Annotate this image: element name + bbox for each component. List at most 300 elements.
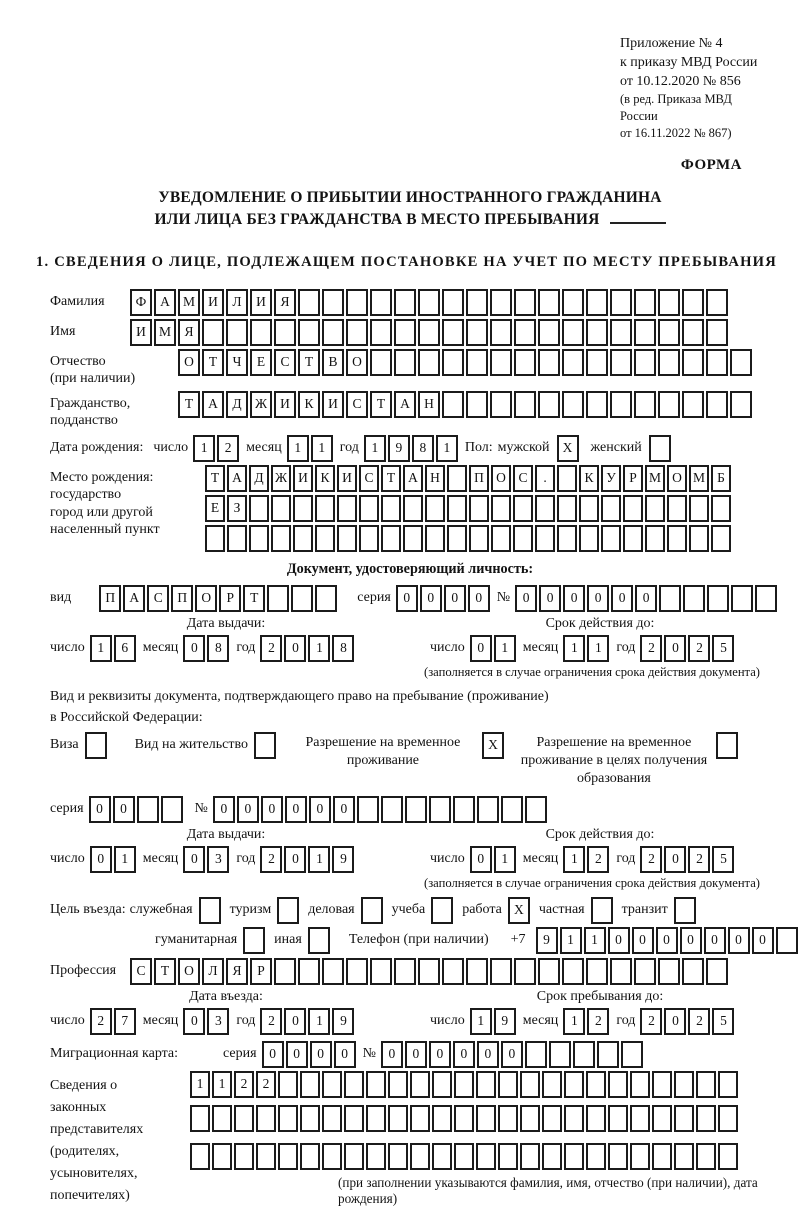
char-cell[interactable] [623, 495, 643, 522]
char-cell[interactable] [562, 958, 584, 985]
char-cell[interactable] [520, 1071, 540, 1098]
char-cell[interactable] [706, 349, 728, 376]
char-cell[interactable] [514, 319, 536, 346]
char-cell[interactable]: О [195, 585, 217, 612]
char-cell[interactable]: 0 [309, 796, 331, 823]
char-cell[interactable] [706, 391, 728, 418]
char-cell[interactable]: Н [425, 465, 445, 492]
char-cell[interactable]: 0 [262, 1041, 284, 1068]
char-cell[interactable]: 1 [212, 1071, 232, 1098]
char-cell[interactable]: П [171, 585, 193, 612]
char-cell[interactable] [293, 495, 313, 522]
char-cell[interactable]: П [469, 465, 489, 492]
char-cell[interactable]: И [337, 465, 357, 492]
char-cell[interactable] [466, 289, 488, 316]
char-cell[interactable] [652, 1143, 672, 1170]
char-cell[interactable] [249, 525, 269, 552]
char-cell[interactable]: 0 [477, 1041, 499, 1068]
char-cell[interactable] [601, 525, 621, 552]
char-cell[interactable] [337, 525, 357, 552]
char-cell[interactable] [501, 796, 523, 823]
char-cell[interactable]: З [227, 495, 247, 522]
char-cell[interactable]: Т [381, 465, 401, 492]
char-cell[interactable] [562, 319, 584, 346]
char-cell[interactable]: С [147, 585, 169, 612]
char-cell[interactable]: 0 [470, 846, 492, 873]
char-cell[interactable] [634, 319, 656, 346]
char-cell[interactable] [658, 289, 680, 316]
char-cell[interactable] [366, 1105, 386, 1132]
char-cell[interactable] [477, 796, 499, 823]
char-cell[interactable] [278, 1143, 298, 1170]
char-cell[interactable] [557, 525, 577, 552]
char-cell[interactable]: 0 [284, 846, 306, 873]
char-cell[interactable]: 1 [470, 1008, 492, 1035]
char-cell[interactable]: 1 [563, 846, 585, 873]
char-cell[interactable] [346, 958, 368, 985]
char-cell[interactable]: 0 [635, 585, 657, 612]
char-cell[interactable] [453, 796, 475, 823]
char-cell[interactable]: 0 [285, 796, 307, 823]
char-cell[interactable]: 1 [494, 846, 516, 873]
char-cell[interactable] [718, 1143, 738, 1170]
char-cell[interactable] [630, 1071, 650, 1098]
char-cell[interactable] [322, 1105, 342, 1132]
char-cell[interactable] [562, 289, 584, 316]
char-cell[interactable] [476, 1105, 496, 1132]
char-cell[interactable] [357, 796, 379, 823]
char-cell[interactable] [597, 1041, 619, 1068]
char-cell[interactable] [370, 349, 392, 376]
char-cell[interactable] [234, 1105, 254, 1132]
char-cell[interactable]: С [274, 349, 296, 376]
char-cell[interactable] [562, 349, 584, 376]
char-cell[interactable] [425, 525, 445, 552]
char-cell[interactable] [645, 525, 665, 552]
char-cell[interactable]: 3 [207, 846, 229, 873]
female-checkbox[interactable] [649, 435, 671, 462]
char-cell[interactable] [658, 391, 680, 418]
char-cell[interactable]: 0 [420, 585, 442, 612]
char-cell[interactable] [538, 319, 560, 346]
char-cell[interactable]: 9 [536, 927, 558, 954]
char-cell[interactable]: 2 [587, 846, 609, 873]
char-cell[interactable] [696, 1143, 716, 1170]
char-cell[interactable] [466, 319, 488, 346]
char-cell[interactable] [601, 495, 621, 522]
char-cell[interactable] [226, 319, 248, 346]
char-cell[interactable] [658, 349, 680, 376]
char-cell[interactable] [621, 1041, 643, 1068]
char-cell[interactable] [490, 349, 512, 376]
char-cell[interactable]: 5 [712, 635, 734, 662]
char-cell[interactable] [491, 495, 511, 522]
char-cell[interactable]: 9 [332, 1008, 354, 1035]
char-cell[interactable] [586, 1143, 606, 1170]
char-cell[interactable] [442, 391, 464, 418]
char-cell[interactable]: Я [274, 289, 296, 316]
char-cell[interactable] [425, 495, 445, 522]
char-cell[interactable]: Е [205, 495, 225, 522]
char-cell[interactable] [491, 525, 511, 552]
char-cell[interactable]: 0 [183, 1008, 205, 1035]
char-cell[interactable] [564, 1143, 584, 1170]
char-cell[interactable] [608, 1143, 628, 1170]
char-cell[interactable] [442, 958, 464, 985]
char-cell[interactable]: П [99, 585, 121, 612]
char-cell[interactable]: Ж [250, 391, 272, 418]
char-cell[interactable] [514, 391, 536, 418]
char-cell[interactable] [454, 1071, 474, 1098]
char-cell[interactable] [293, 525, 313, 552]
char-cell[interactable] [538, 289, 560, 316]
char-cell[interactable]: Б [711, 465, 731, 492]
char-cell[interactable]: 8 [207, 635, 229, 662]
char-cell[interactable]: И [130, 319, 152, 346]
char-cell[interactable]: 9 [494, 1008, 516, 1035]
char-cell[interactable]: 1 [193, 435, 215, 462]
purpose-study-checkbox[interactable] [431, 897, 453, 924]
char-cell[interactable]: 1 [90, 635, 112, 662]
char-cell[interactable] [513, 495, 533, 522]
char-cell[interactable] [322, 1071, 342, 1098]
char-cell[interactable] [442, 349, 464, 376]
char-cell[interactable] [442, 289, 464, 316]
char-cell[interactable] [490, 391, 512, 418]
char-cell[interactable] [667, 525, 687, 552]
char-cell[interactable] [137, 796, 159, 823]
temp-residence-permit-checkbox[interactable]: X [482, 732, 504, 759]
char-cell[interactable]: А [403, 465, 423, 492]
char-cell[interactable] [682, 391, 704, 418]
char-cell[interactable]: 1 [308, 1008, 330, 1035]
char-cell[interactable] [394, 958, 416, 985]
char-cell[interactable] [682, 289, 704, 316]
char-cell[interactable] [542, 1105, 562, 1132]
char-cell[interactable]: 0 [334, 1041, 356, 1068]
char-cell[interactable] [586, 319, 608, 346]
char-cell[interactable] [776, 927, 798, 954]
char-cell[interactable] [476, 1143, 496, 1170]
char-cell[interactable]: 9 [388, 435, 410, 462]
char-cell[interactable] [274, 958, 296, 985]
char-cell[interactable] [388, 1105, 408, 1132]
char-cell[interactable]: 0 [728, 927, 750, 954]
char-cell[interactable] [227, 525, 247, 552]
char-cell[interactable]: А [202, 391, 224, 418]
char-cell[interactable]: 0 [183, 635, 205, 662]
char-cell[interactable]: 1 [114, 846, 136, 873]
char-cell[interactable] [359, 525, 379, 552]
char-cell[interactable] [514, 349, 536, 376]
char-cell[interactable] [659, 585, 681, 612]
char-cell[interactable] [586, 1071, 606, 1098]
char-cell[interactable]: И [274, 391, 296, 418]
char-cell[interactable]: А [123, 585, 145, 612]
char-cell[interactable]: Т [370, 391, 392, 418]
char-cell[interactable] [731, 585, 753, 612]
char-cell[interactable] [366, 1143, 386, 1170]
char-cell[interactable] [250, 319, 272, 346]
char-cell[interactable] [298, 319, 320, 346]
char-cell[interactable] [381, 796, 403, 823]
char-cell[interactable] [410, 1143, 430, 1170]
char-cell[interactable] [291, 585, 313, 612]
char-cell[interactable]: О [667, 465, 687, 492]
char-cell[interactable] [454, 1105, 474, 1132]
char-cell[interactable]: Л [226, 289, 248, 316]
char-cell[interactable] [212, 1143, 232, 1170]
char-cell[interactable] [674, 1143, 694, 1170]
char-cell[interactable] [322, 1143, 342, 1170]
char-cell[interactable] [337, 495, 357, 522]
char-cell[interactable] [346, 289, 368, 316]
char-cell[interactable]: И [322, 391, 344, 418]
char-cell[interactable]: 0 [470, 635, 492, 662]
char-cell[interactable]: 0 [333, 796, 355, 823]
char-cell[interactable] [711, 525, 731, 552]
char-cell[interactable] [610, 958, 632, 985]
char-cell[interactable] [564, 1105, 584, 1132]
char-cell[interactable] [476, 1071, 496, 1098]
char-cell[interactable]: Т [243, 585, 265, 612]
char-cell[interactable] [696, 1071, 716, 1098]
char-cell[interactable]: 1 [494, 635, 516, 662]
char-cell[interactable] [359, 495, 379, 522]
char-cell[interactable]: 2 [256, 1071, 276, 1098]
char-cell[interactable]: Д [249, 465, 269, 492]
char-cell[interactable] [256, 1143, 276, 1170]
char-cell[interactable] [190, 1143, 210, 1170]
char-cell[interactable] [298, 958, 320, 985]
char-cell[interactable] [418, 958, 440, 985]
char-cell[interactable]: 1 [584, 927, 606, 954]
char-cell[interactable]: 0 [515, 585, 537, 612]
char-cell[interactable] [689, 525, 709, 552]
char-cell[interactable]: М [178, 289, 200, 316]
char-cell[interactable] [322, 319, 344, 346]
char-cell[interactable]: 0 [501, 1041, 523, 1068]
char-cell[interactable] [538, 391, 560, 418]
char-cell[interactable] [630, 1105, 650, 1132]
char-cell[interactable] [498, 1105, 518, 1132]
char-cell[interactable]: 0 [539, 585, 561, 612]
char-cell[interactable] [190, 1105, 210, 1132]
char-cell[interactable] [579, 495, 599, 522]
char-cell[interactable]: 5 [712, 846, 734, 873]
char-cell[interactable] [718, 1105, 738, 1132]
char-cell[interactable] [683, 585, 705, 612]
char-cell[interactable] [610, 289, 632, 316]
char-cell[interactable] [388, 1143, 408, 1170]
char-cell[interactable] [418, 289, 440, 316]
char-cell[interactable]: 0 [704, 927, 726, 954]
char-cell[interactable] [346, 319, 368, 346]
purpose-humanitarian-checkbox[interactable] [243, 927, 265, 954]
char-cell[interactable]: 0 [113, 796, 135, 823]
char-cell[interactable] [535, 525, 555, 552]
char-cell[interactable]: 1 [436, 435, 458, 462]
char-cell[interactable] [278, 1071, 298, 1098]
char-cell[interactable] [579, 525, 599, 552]
char-cell[interactable] [403, 495, 423, 522]
char-cell[interactable] [682, 349, 704, 376]
purpose-business-checkbox[interactable] [361, 897, 383, 924]
char-cell[interactable] [634, 349, 656, 376]
char-cell[interactable]: 0 [664, 1008, 686, 1035]
char-cell[interactable]: 0 [468, 585, 490, 612]
char-cell[interactable]: 8 [332, 635, 354, 662]
char-cell[interactable]: Т [154, 958, 176, 985]
char-cell[interactable]: 1 [563, 1008, 585, 1035]
char-cell[interactable]: 0 [453, 1041, 475, 1068]
char-cell[interactable] [498, 1143, 518, 1170]
purpose-official-checkbox[interactable] [199, 897, 221, 924]
char-cell[interactable] [682, 319, 704, 346]
char-cell[interactable]: 7 [114, 1008, 136, 1035]
char-cell[interactable] [405, 796, 427, 823]
char-cell[interactable] [274, 319, 296, 346]
char-cell[interactable]: 0 [563, 585, 585, 612]
char-cell[interactable] [442, 319, 464, 346]
char-cell[interactable] [674, 1105, 694, 1132]
char-cell[interactable]: У [601, 465, 621, 492]
char-cell[interactable] [432, 1071, 452, 1098]
char-cell[interactable] [322, 958, 344, 985]
char-cell[interactable] [388, 1071, 408, 1098]
char-cell[interactable] [344, 1105, 364, 1132]
char-cell[interactable] [315, 585, 337, 612]
char-cell[interactable] [410, 1105, 430, 1132]
char-cell[interactable]: К [298, 391, 320, 418]
char-cell[interactable] [610, 349, 632, 376]
char-cell[interactable] [300, 1105, 320, 1132]
char-cell[interactable]: 0 [664, 635, 686, 662]
char-cell[interactable]: Л [202, 958, 224, 985]
char-cell[interactable]: 2 [640, 1008, 662, 1035]
char-cell[interactable] [610, 391, 632, 418]
char-cell[interactable] [696, 1105, 716, 1132]
char-cell[interactable] [271, 495, 291, 522]
char-cell[interactable] [490, 289, 512, 316]
char-cell[interactable] [630, 1143, 650, 1170]
char-cell[interactable] [498, 1071, 518, 1098]
char-cell[interactable]: 1 [587, 635, 609, 662]
char-cell[interactable]: А [154, 289, 176, 316]
char-cell[interactable]: 0 [611, 585, 633, 612]
char-cell[interactable]: 6 [114, 635, 136, 662]
char-cell[interactable]: 2 [688, 1008, 710, 1035]
char-cell[interactable] [469, 495, 489, 522]
char-cell[interactable] [549, 1041, 571, 1068]
char-cell[interactable] [557, 495, 577, 522]
char-cell[interactable]: 0 [90, 846, 112, 873]
char-cell[interactable]: Я [226, 958, 248, 985]
char-cell[interactable]: Р [219, 585, 241, 612]
char-cell[interactable]: 1 [560, 927, 582, 954]
char-cell[interactable] [432, 1143, 452, 1170]
char-cell[interactable]: О [178, 958, 200, 985]
char-cell[interactable]: С [359, 465, 379, 492]
char-cell[interactable]: 0 [213, 796, 235, 823]
char-cell[interactable] [667, 495, 687, 522]
char-cell[interactable] [623, 525, 643, 552]
char-cell[interactable] [234, 1143, 254, 1170]
char-cell[interactable]: А [227, 465, 247, 492]
char-cell[interactable] [394, 349, 416, 376]
char-cell[interactable] [707, 585, 729, 612]
char-cell[interactable] [557, 465, 577, 492]
char-cell[interactable]: 0 [183, 846, 205, 873]
char-cell[interactable]: 0 [680, 927, 702, 954]
char-cell[interactable]: Т [205, 465, 225, 492]
char-cell[interactable] [344, 1143, 364, 1170]
char-cell[interactable] [418, 319, 440, 346]
char-cell[interactable] [249, 495, 269, 522]
char-cell[interactable]: Н [418, 391, 440, 418]
char-cell[interactable] [513, 525, 533, 552]
char-cell[interactable] [315, 525, 335, 552]
char-cell[interactable] [706, 319, 728, 346]
char-cell[interactable] [586, 958, 608, 985]
char-cell[interactable]: 0 [429, 1041, 451, 1068]
char-cell[interactable] [205, 525, 225, 552]
char-cell[interactable]: Т [178, 391, 200, 418]
char-cell[interactable]: О [491, 465, 511, 492]
male-checkbox[interactable]: X [557, 435, 579, 462]
char-cell[interactable] [418, 349, 440, 376]
char-cell[interactable] [586, 391, 608, 418]
char-cell[interactable] [447, 495, 467, 522]
char-cell[interactable]: 2 [260, 846, 282, 873]
char-cell[interactable] [711, 495, 731, 522]
char-cell[interactable] [267, 585, 289, 612]
char-cell[interactable]: 2 [640, 846, 662, 873]
char-cell[interactable]: 0 [752, 927, 774, 954]
char-cell[interactable]: Р [250, 958, 272, 985]
char-cell[interactable] [298, 289, 320, 316]
char-cell[interactable] [432, 1105, 452, 1132]
char-cell[interactable]: 1 [308, 635, 330, 662]
char-cell[interactable] [706, 958, 728, 985]
char-cell[interactable] [271, 525, 291, 552]
char-cell[interactable] [202, 319, 224, 346]
char-cell[interactable] [538, 958, 560, 985]
char-cell[interactable] [410, 1071, 430, 1098]
char-cell[interactable]: 0 [237, 796, 259, 823]
char-cell[interactable]: 0 [444, 585, 466, 612]
char-cell[interactable] [535, 495, 555, 522]
char-cell[interactable]: 1 [364, 435, 386, 462]
char-cell[interactable] [466, 391, 488, 418]
char-cell[interactable]: Р [623, 465, 643, 492]
char-cell[interactable]: 2 [217, 435, 239, 462]
char-cell[interactable] [645, 495, 665, 522]
char-cell[interactable] [344, 1071, 364, 1098]
char-cell[interactable]: Е [250, 349, 272, 376]
char-cell[interactable] [394, 319, 416, 346]
visa-checkbox[interactable] [85, 732, 107, 759]
char-cell[interactable] [315, 495, 335, 522]
char-cell[interactable]: 0 [310, 1041, 332, 1068]
char-cell[interactable] [300, 1071, 320, 1098]
char-cell[interactable] [514, 289, 536, 316]
char-cell[interactable]: 1 [287, 435, 309, 462]
char-cell[interactable]: И [293, 465, 313, 492]
char-cell[interactable]: Ч [226, 349, 248, 376]
char-cell[interactable] [634, 391, 656, 418]
char-cell[interactable]: А [394, 391, 416, 418]
